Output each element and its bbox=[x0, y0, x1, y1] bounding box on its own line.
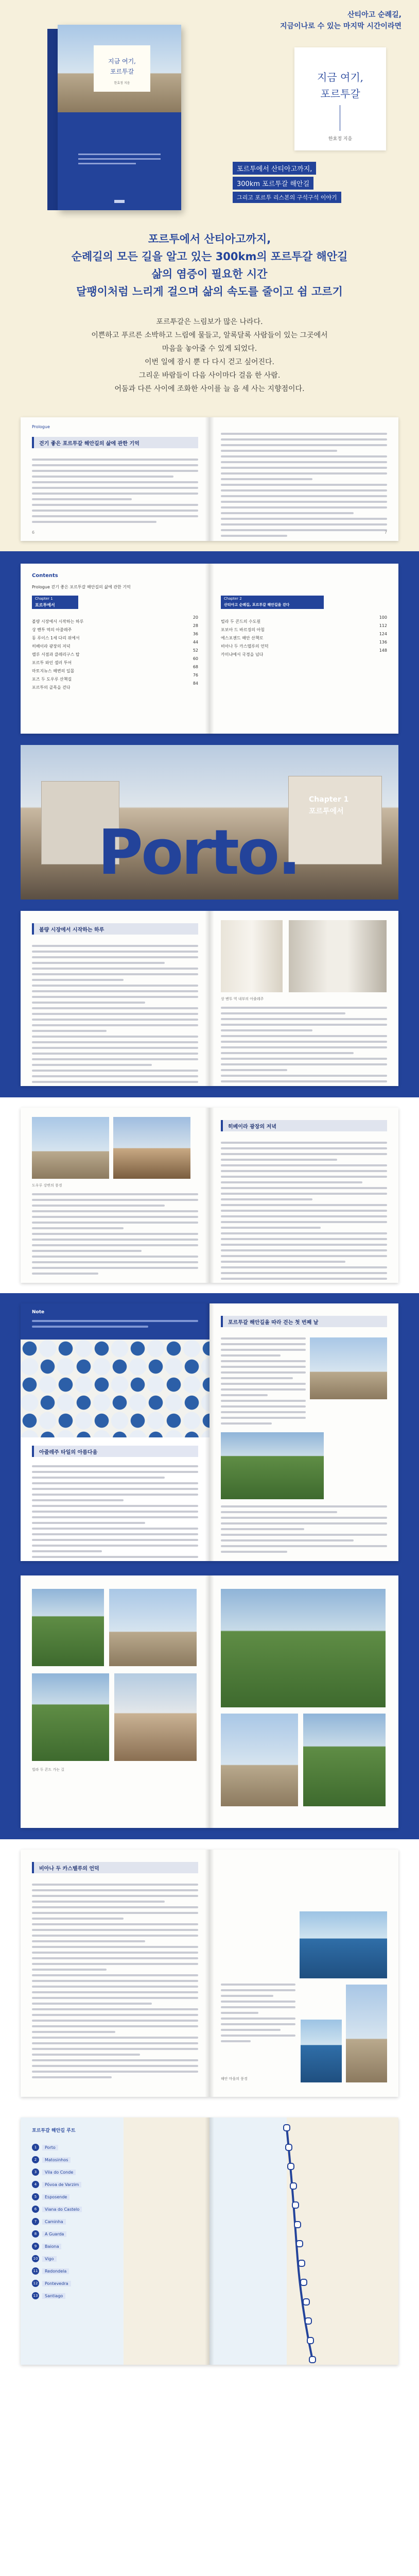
toc-item bbox=[32, 648, 198, 657]
stage-badge: 6 bbox=[32, 2206, 39, 2213]
toc-item-page: 100 bbox=[379, 615, 387, 620]
toc-item bbox=[32, 656, 198, 665]
toc-item bbox=[32, 632, 198, 640]
stage-badge: 12 bbox=[32, 2280, 39, 2287]
toc-item-label: 렐루 서점과 클레리구스 탑 bbox=[32, 652, 80, 657]
route-stop bbox=[290, 2182, 297, 2190]
stage-badge: 5 bbox=[32, 2193, 39, 2200]
route-stop bbox=[309, 2356, 316, 2363]
stage-badge: 2 bbox=[32, 2156, 39, 2163]
stage-item bbox=[32, 2265, 119, 2277]
white-band-2 bbox=[0, 1839, 419, 2396]
page-left bbox=[21, 1850, 210, 2097]
route-stop bbox=[292, 2201, 299, 2209]
page-number-left: 6 bbox=[32, 530, 35, 535]
toc-chapter1-label: Chapter 1 bbox=[35, 597, 53, 601]
riverside-photo-2 bbox=[113, 1117, 190, 1179]
spread-riverside bbox=[21, 1108, 398, 1283]
street-photo bbox=[310, 1337, 387, 1399]
toc-item-label: 카미냐에서 국경을 넘다 bbox=[221, 652, 264, 657]
book-spine bbox=[47, 29, 59, 210]
quote-line6: 어둠과 다른 사이에 조화한 사이를 늘 음 세 사는 지향점이다. bbox=[114, 385, 305, 393]
body-text bbox=[221, 1984, 295, 2046]
toc-item-page: 28 bbox=[193, 623, 198, 628]
toc-item-label: 포르투의 골목을 걷다 bbox=[32, 685, 71, 690]
toc-item-page: 20 bbox=[193, 615, 198, 620]
promo-card bbox=[294, 47, 386, 150]
section-title: 포르투갈 해안길을 따라 걷는 첫 번째 날 bbox=[228, 1320, 319, 1326]
route-stop bbox=[283, 2124, 290, 2131]
doorway-photo bbox=[289, 920, 387, 992]
quote-line4: 이번 일에 잠시 뿐 다 다시 걷고 싶어진다. bbox=[145, 358, 274, 366]
toc-item-label: 포르투 와인 셀러 투어 bbox=[32, 660, 72, 665]
stage-item bbox=[32, 2215, 119, 2228]
toc-item-page: 84 bbox=[193, 681, 198, 686]
toc-item bbox=[32, 681, 198, 690]
note-text bbox=[32, 1320, 198, 1331]
church-photo bbox=[221, 1714, 298, 1806]
route-stop bbox=[294, 2221, 301, 2228]
tagline-line2: 지금이나로 수 있는 마지막 시간이라면 bbox=[280, 22, 401, 30]
toc-item-page: 148 bbox=[379, 648, 387, 653]
body-text bbox=[221, 1007, 387, 1086]
stage-item bbox=[32, 2166, 119, 2178]
toc-chapter2-title: 산티아고 순례길, 포르투갈 해안길을 걷다 bbox=[224, 603, 290, 607]
trail-photo-large bbox=[221, 1589, 386, 1707]
spread-route-map bbox=[21, 2117, 398, 2365]
coast-photo bbox=[300, 1911, 387, 1978]
map-page-left bbox=[21, 2117, 210, 2365]
section-title-bar bbox=[221, 1316, 387, 1327]
stage-label: Esposende bbox=[42, 2194, 69, 2200]
interior-photo bbox=[221, 920, 283, 992]
toc-item bbox=[32, 665, 198, 673]
page-right bbox=[210, 1575, 398, 1828]
photo-caption: 상 벤투 역 내부의 아줄레주 bbox=[221, 997, 264, 1001]
toc-item-page: 52 bbox=[193, 648, 198, 653]
body-line2: 삶의 염증이 필요한 시간 bbox=[151, 268, 268, 280]
stage-badge: 7 bbox=[32, 2218, 39, 2225]
stage-badge: 13 bbox=[32, 2292, 39, 2299]
body-text bbox=[32, 1193, 198, 1278]
town-photo bbox=[346, 1985, 387, 2082]
white-band bbox=[0, 1097, 419, 1293]
stage-label: Caminha bbox=[42, 2219, 66, 2225]
callout-line2: 300km 포르투갈 해안길 bbox=[233, 177, 313, 190]
map-legend-title: 포르투갈 해안길 루트 bbox=[32, 2128, 76, 2133]
body-text bbox=[32, 459, 198, 527]
section-title-bar bbox=[32, 923, 198, 935]
page-left bbox=[21, 911, 210, 1086]
body-text bbox=[221, 1505, 387, 1556]
route-stop bbox=[300, 2279, 307, 2286]
stage-badge: 8 bbox=[32, 2230, 39, 2238]
toc-chapter2-label: Chapter 2 bbox=[224, 597, 242, 601]
stage-label: Porto bbox=[42, 2145, 58, 2150]
publisher-logo bbox=[114, 200, 125, 203]
stage-label: Vigo bbox=[42, 2256, 57, 2262]
body-text bbox=[221, 1337, 306, 1428]
section-title-bar bbox=[221, 1120, 387, 1131]
section-title-bar bbox=[32, 437, 198, 448]
route-stop bbox=[296, 2240, 303, 2247]
note-box bbox=[21, 1303, 210, 1340]
toc-item-label: 비아나 두 카스텔루의 언덕 bbox=[221, 644, 269, 649]
spread-tiles bbox=[21, 1303, 398, 1561]
stage-item bbox=[32, 2252, 119, 2265]
route-stops bbox=[210, 2117, 398, 2365]
cover-author: 한효정 지음 bbox=[114, 81, 130, 85]
map-page-right bbox=[210, 2117, 398, 2365]
stage-item bbox=[32, 2178, 119, 2191]
toc-item-label: 볼량 시장에서 시작하는 하루 bbox=[32, 619, 84, 624]
blue-band bbox=[0, 551, 419, 1097]
section-title-bar bbox=[32, 1862, 198, 1873]
toc-title: Contents bbox=[32, 573, 58, 579]
page-left bbox=[21, 417, 210, 541]
toc-chapter1-block bbox=[32, 596, 78, 609]
spread-prologue bbox=[21, 417, 398, 541]
toc-item-label: 빌라 두 콘드의 수도원 bbox=[221, 619, 261, 624]
toc-item bbox=[221, 640, 387, 649]
path-photo bbox=[221, 1432, 324, 1499]
stage-item bbox=[32, 2290, 119, 2302]
route-stop bbox=[285, 2144, 292, 2151]
photo-caption: 해안 마을의 풍경 bbox=[221, 2077, 248, 2081]
opener-chapter-title: 포르투에서 bbox=[309, 807, 344, 816]
toc-item bbox=[32, 640, 198, 649]
stage-badge: 11 bbox=[32, 2267, 39, 2275]
toc-item-page: 124 bbox=[379, 632, 387, 636]
toc-item-label: 동 루이스 1세 다리 위에서 bbox=[32, 636, 80, 640]
toc-item-page: 136 bbox=[379, 640, 387, 645]
toc-item-page: 76 bbox=[193, 673, 198, 677]
section-title: 비아나 두 카스텔루의 언덕 bbox=[39, 1866, 99, 1872]
route-stop bbox=[305, 2317, 312, 2325]
stage-label: Matosinhos bbox=[42, 2157, 71, 2163]
toc-item-label: 마토지뉴스 해변의 일몰 bbox=[32, 669, 75, 673]
section-title-bar bbox=[32, 1446, 198, 1457]
toc-intro: Prologue 걷기 좋은 포르투갈 해안길의 삶에 관한 기억 bbox=[32, 585, 131, 589]
quote-line1: 포르투갈은 느림보가 많은 나라다. bbox=[156, 318, 263, 326]
spread-contents bbox=[21, 564, 398, 734]
cover-title-line2: 포르투갈 bbox=[110, 68, 134, 75]
garden-photo-3 bbox=[32, 1673, 109, 1761]
toc-page-left bbox=[21, 564, 210, 734]
stage-label: Póvoa de Varzim bbox=[42, 2182, 81, 2188]
stage-item bbox=[32, 2203, 119, 2215]
harbor-photo bbox=[301, 2020, 342, 2082]
spread-gardens bbox=[21, 1575, 398, 1828]
route-stop bbox=[287, 2163, 294, 2170]
stage-label: Pontevedra bbox=[42, 2281, 71, 2286]
page-number-right: 7 bbox=[384, 530, 387, 535]
toc-item-label: 히베이라 광장의 저녁 bbox=[32, 644, 71, 649]
toc-item bbox=[32, 615, 198, 624]
page-left bbox=[21, 1575, 210, 1828]
toc-item bbox=[221, 648, 387, 657]
blue-band-2 bbox=[0, 1293, 419, 1839]
garden-photo-1 bbox=[32, 1589, 104, 1666]
body-text bbox=[32, 1884, 198, 2082]
map-land bbox=[124, 2117, 210, 2365]
toc-item bbox=[221, 615, 387, 624]
photo-caption: 도우루 강변의 풍경 bbox=[32, 1183, 62, 1188]
route-stop bbox=[303, 2298, 310, 2306]
opener-building-right bbox=[288, 776, 382, 865]
running-head: Prologue bbox=[32, 425, 50, 429]
toc-chapter2-block bbox=[221, 596, 324, 609]
toc-item-page: 44 bbox=[193, 640, 198, 645]
stage-badge: 3 bbox=[32, 2168, 39, 2176]
hero-section bbox=[0, 0, 419, 551]
body-text bbox=[32, 945, 198, 1086]
opener-big-word: Porto. bbox=[98, 817, 299, 889]
stage-label: Vila do Conde bbox=[42, 2170, 76, 2175]
toc-item-page: 112 bbox=[379, 623, 387, 628]
stage-item bbox=[32, 2191, 119, 2203]
stage-badge: 9 bbox=[32, 2243, 39, 2250]
body-line1: 순례길의 모든 길을 알고 있는 300km의 포르투갈 해안길 bbox=[71, 250, 348, 263]
body-heading: 포르투에서 산티아고까지, bbox=[148, 233, 271, 245]
stage-label: Viana do Castelo bbox=[42, 2207, 82, 2212]
tagline-line1: 산티아고 순례길, bbox=[347, 11, 401, 19]
stage-item bbox=[32, 2240, 119, 2252]
callout-line3: 그리고 포르투 리스본의 구석구석 이야기 bbox=[233, 192, 341, 203]
stage-label: Redondela bbox=[42, 2268, 69, 2274]
toc-chapter1-title: 포르투에서 bbox=[35, 603, 55, 607]
quote-line3: 마음을 놓아줄 수 있게 되었다. bbox=[162, 345, 257, 353]
toc-item-label: 상 벤투 역의 아줄레주 bbox=[32, 628, 72, 632]
body-text bbox=[221, 1142, 387, 1283]
callout-box bbox=[233, 162, 366, 203]
toc-item-label: 포즈 두 도우루 산책길 bbox=[32, 677, 72, 682]
stage-item bbox=[32, 2141, 119, 2154]
book-front bbox=[58, 25, 181, 210]
toc-item-label: 포보아 드 바르징의 아침 bbox=[221, 628, 265, 632]
stage-item bbox=[32, 2154, 119, 2166]
stage-badge: 4 bbox=[32, 2181, 39, 2188]
riverside-photo-1 bbox=[32, 1117, 109, 1179]
cover-title-plate bbox=[94, 45, 150, 92]
section-title: 아줄레주 타일의 아름다움 bbox=[39, 1450, 98, 1455]
chapter-opener bbox=[21, 745, 398, 900]
stage-badge: 1 bbox=[32, 2144, 39, 2151]
section-title: 걷기 좋은 포르투갈 해안길의 삶에 관한 기억 bbox=[39, 441, 139, 447]
toc-item-page: 36 bbox=[193, 632, 198, 636]
stage-badge: 10 bbox=[32, 2255, 39, 2262]
azulejo-plates-photo bbox=[21, 1340, 210, 1437]
cover-blurb bbox=[78, 154, 161, 164]
page-left bbox=[21, 1303, 210, 1561]
page-right bbox=[210, 1108, 398, 1283]
promo-title-line1: 지금 여기, bbox=[317, 71, 363, 83]
opener-chapter-label: Chapter 1 bbox=[309, 795, 349, 804]
toc-item-page: 60 bbox=[193, 656, 198, 661]
stage-list bbox=[32, 2141, 119, 2302]
route-stop bbox=[298, 2260, 305, 2267]
spread-market bbox=[21, 911, 398, 1086]
wall-photo bbox=[303, 1714, 386, 1806]
body-line3: 달팽이처럼 느리게 걸으며 삶의 속도를 줄이고 쉼 고르기 bbox=[76, 285, 343, 298]
quote-line2: 이쁜하고 푸르른 소박하고 느림에 물들고, 알록달록 사람들이 있는 그곳에서 bbox=[91, 331, 328, 340]
page-right bbox=[210, 1303, 398, 1561]
stage-label: Santiago bbox=[42, 2293, 65, 2299]
promo-author: 한효정 지음 bbox=[328, 137, 353, 142]
body-text bbox=[32, 1465, 198, 1561]
toc-item-label: 에스포젠드 해안 산책로 bbox=[221, 636, 264, 640]
garden-photo-4 bbox=[114, 1673, 197, 1761]
callout-line1: 포르투에서 산티아고까지, bbox=[233, 162, 316, 175]
page-left bbox=[21, 1108, 210, 1283]
section-title: 히베이라 광장의 저녁 bbox=[228, 1124, 276, 1130]
route-stop bbox=[307, 2337, 314, 2344]
toc-page-right bbox=[210, 564, 398, 734]
stage-item bbox=[32, 2277, 119, 2290]
toc-item bbox=[221, 623, 387, 632]
book-cover bbox=[47, 25, 181, 210]
page-right bbox=[210, 417, 398, 541]
page-right bbox=[210, 911, 398, 1086]
stage-label: Baiona bbox=[42, 2244, 61, 2249]
quote-line5: 그리운 바람들이 다음 사이마다 걸음 한 사람. bbox=[138, 371, 281, 380]
stage-item bbox=[32, 2228, 119, 2240]
promo-title-line2: 포르투갈 bbox=[320, 88, 360, 100]
page-right bbox=[210, 1850, 398, 2097]
toc-item-page: 68 bbox=[193, 665, 198, 669]
stage-label: A Guarda bbox=[42, 2231, 66, 2237]
body-text bbox=[221, 433, 387, 540]
photo-caption: 빌라 두 콘드 가는 길 bbox=[32, 1768, 64, 1772]
garden-photo-2 bbox=[109, 1589, 197, 1666]
note-title: Note bbox=[32, 1310, 45, 1315]
spread-viana bbox=[21, 1850, 398, 2097]
toc-item bbox=[221, 632, 387, 640]
cover-title-line1: 지금 여기, bbox=[108, 58, 136, 65]
section-title: 볼량 시장에서 시작하는 하루 bbox=[39, 927, 104, 933]
toc-item bbox=[32, 623, 198, 632]
toc-item bbox=[32, 673, 198, 682]
